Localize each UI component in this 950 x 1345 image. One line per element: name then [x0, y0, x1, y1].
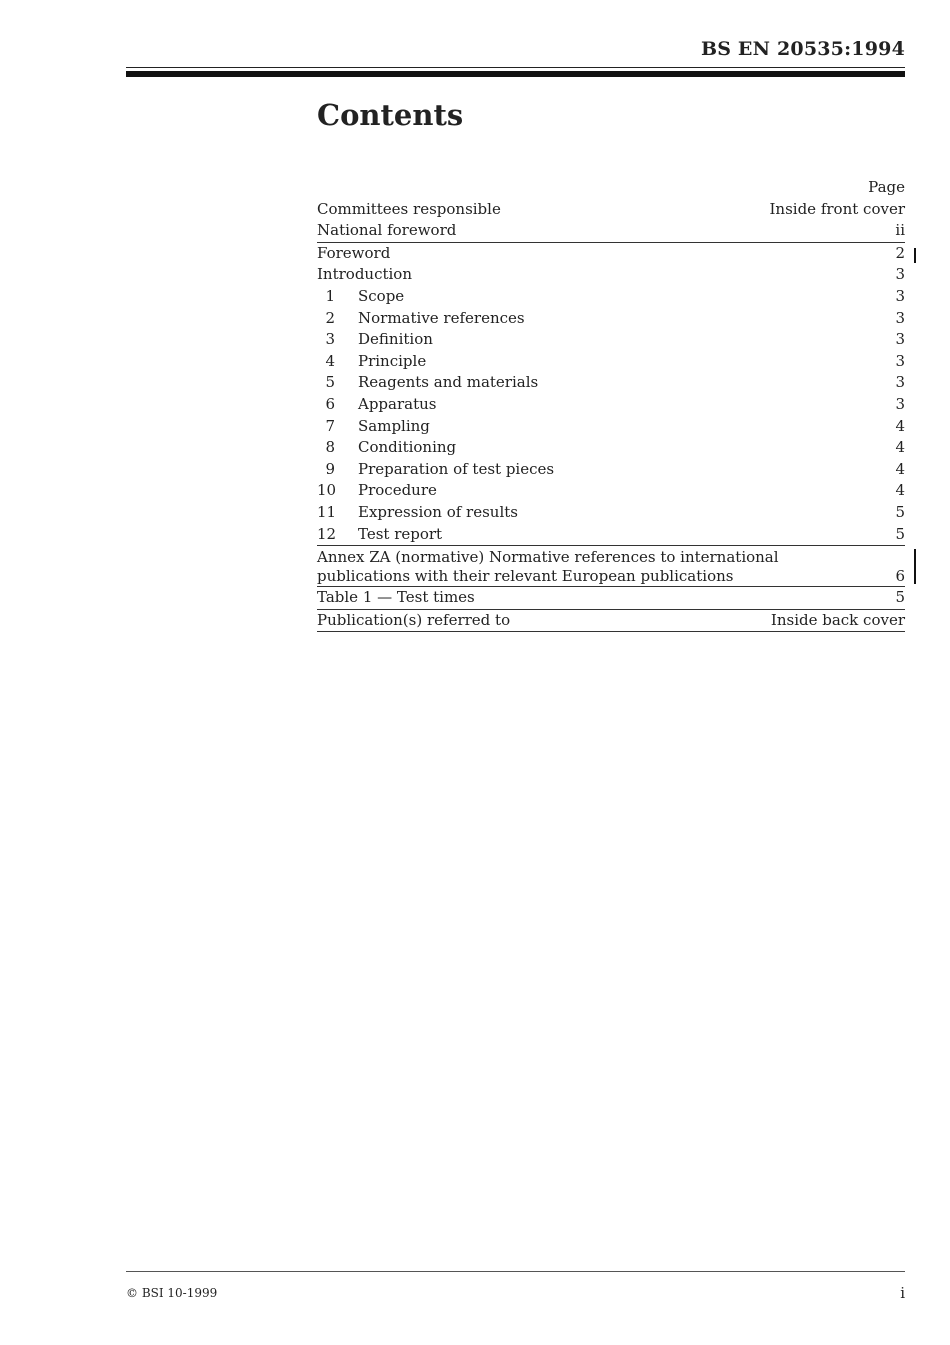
- clause-label: Scope: [358, 286, 405, 305]
- toc-clause-6[interactable]: [317, 394, 905, 416]
- toc-entry-national-foreword[interactable]: [317, 220, 905, 243]
- standard-number: BS EN 20535:1994: [700, 38, 905, 60]
- toc-clause-12[interactable]: [317, 524, 905, 547]
- clause-label: Definition: [358, 330, 433, 349]
- toc-clause-9[interactable]: [317, 459, 905, 481]
- clause-number: 11: [317, 502, 337, 521]
- clause-number: 5: [325, 373, 335, 392]
- header-rule-thin: [126, 67, 905, 68]
- toc-entry-page: 3: [895, 394, 905, 413]
- copyright-notice: © BSI 10-1999: [126, 1286, 218, 1300]
- toc-entry-page: 2: [895, 243, 905, 262]
- clause-label: Principle: [358, 351, 427, 370]
- page-number: i: [900, 1284, 905, 1302]
- toc-entry-label: National foreword: [317, 221, 457, 240]
- toc-entry-publications[interactable]: [317, 610, 905, 633]
- clause-label: Apparatus: [358, 394, 437, 413]
- toc-clause-3[interactable]: [317, 329, 905, 351]
- toc-entry-page: 6: [895, 567, 905, 586]
- clause-label: Expression of results: [358, 502, 518, 521]
- clause-number: 10: [317, 481, 337, 500]
- clause-number: 2: [325, 308, 335, 327]
- toc-entry-table-1[interactable]: [317, 587, 905, 610]
- clause-label: Normative references: [358, 308, 525, 327]
- toc-entry-introduction[interactable]: [317, 264, 905, 286]
- clause-number: 6: [325, 394, 335, 413]
- footer-rule: [126, 1271, 905, 1272]
- toc-entry-page: 3: [895, 286, 905, 305]
- clause-number: 3: [325, 330, 335, 349]
- toc-clause-1[interactable]: [317, 286, 905, 308]
- toc-entry-page: 4: [895, 416, 905, 435]
- clause-label: Test report: [358, 524, 443, 543]
- toc-clause-8[interactable]: [317, 437, 905, 459]
- toc-entry-page: 4: [895, 438, 905, 457]
- toc-page-heading-row: [317, 177, 905, 199]
- change-bar: [914, 248, 916, 263]
- toc-entry-committees[interactable]: [317, 199, 905, 221]
- toc-entry-label: Table 1 — Test times: [317, 588, 475, 607]
- toc-clause-11[interactable]: [317, 502, 905, 524]
- toc-entry-label: Committees responsible: [317, 199, 501, 218]
- toc-clause-7[interactable]: [317, 416, 905, 438]
- toc-clause-5[interactable]: [317, 372, 905, 394]
- toc-entry-page: 4: [895, 481, 905, 500]
- header-rule-thick: [126, 71, 905, 77]
- toc-entry-page: 5: [895, 524, 905, 543]
- toc-entry-page: 3: [895, 373, 905, 392]
- clause-label: Sampling: [358, 416, 430, 435]
- toc-entry-label: Introduction: [317, 265, 412, 284]
- toc-entry-page: Inside front cover: [769, 199, 905, 218]
- toc-entry-page: 3: [895, 308, 905, 327]
- toc-entry-annex-za[interactable]: [317, 546, 905, 587]
- toc-entry-page: 5: [895, 502, 905, 521]
- clause-number: 4: [325, 351, 335, 370]
- toc-clause-4[interactable]: [317, 351, 905, 373]
- clause-label: Procedure: [358, 481, 437, 500]
- toc-entry-page: 3: [895, 330, 905, 349]
- clause-number: 7: [325, 416, 335, 435]
- clause-label: Reagents and materials: [358, 373, 539, 392]
- clause-number: 8: [325, 438, 335, 457]
- toc-entry-page: 3: [895, 265, 905, 284]
- change-bar: [914, 549, 916, 584]
- toc-entry-page: 4: [895, 459, 905, 478]
- toc-entry-page: ii: [895, 221, 905, 240]
- toc-page-heading: Page: [868, 178, 905, 196]
- clause-label: Preparation of test pieces: [358, 459, 555, 478]
- clause-number: 1: [325, 286, 335, 305]
- toc-clause-10[interactable]: [317, 480, 905, 502]
- toc-clause-2[interactable]: [317, 308, 905, 330]
- toc-entry-label: Publication(s) referred to: [317, 610, 511, 629]
- clause-number: 12: [317, 524, 337, 543]
- page-title: Contents: [317, 98, 464, 132]
- toc-entry-page: 5: [895, 588, 905, 607]
- table-of-contents: [317, 177, 905, 632]
- clause-number: 9: [325, 459, 335, 478]
- toc-entry-foreword[interactable]: [317, 243, 905, 265]
- clause-label: Conditioning: [358, 438, 457, 457]
- toc-entry-page: Inside back cover: [770, 610, 905, 629]
- toc-entry-page: 3: [895, 351, 905, 370]
- toc-entry-label: Annex ZA (normative) Normative references to international publications with their relevant European publications: [317, 548, 779, 586]
- toc-entry-label: Foreword: [317, 243, 391, 262]
